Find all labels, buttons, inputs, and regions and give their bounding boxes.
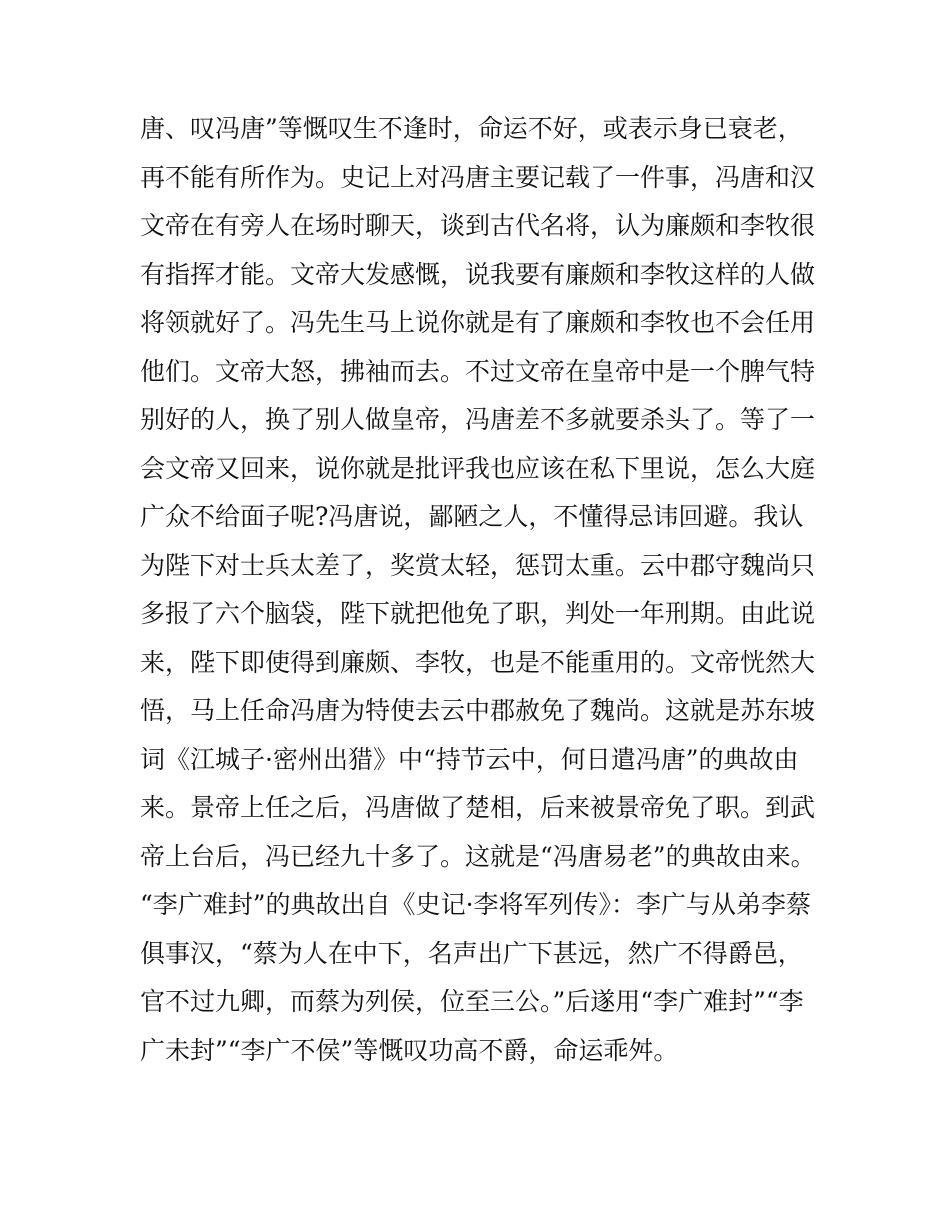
text-line: 词《江城子·密州出猎》中“持节云中，何日遣冯唐”的典故由 [140, 744, 799, 774]
text-line: 俱事汉，“蔡为人在中下，名声出广下甚远，然广不得爵邑， [140, 938, 803, 968]
text-line: 会文帝又回来，说你就是批评我也应该在私下里说，怎么大庭 [140, 453, 816, 483]
text-line: 再不能有所作为。史记上对冯唐主要记载了一件事，冯唐和汉 [140, 162, 816, 192]
text-line: 他们。文帝大怒，拂袖而去。不过文帝在皇帝中是一个脾气特 [140, 356, 816, 386]
text-line: 将领就好了。冯先生马上说你就是有了廉颇和李牧也不会任用 [140, 308, 816, 337]
text-line: 广未封”“李广不侯”等慨叹功高不爵，命运乖舛。 [140, 1035, 679, 1065]
body-text [140, 105, 830, 1075]
text-line: 广众不给面子呢?冯唐说，鄙陋之人，不懂得忌讳回避。我认 [140, 502, 804, 531]
text-line: 帝上台后，冯已经九十多了。这就是“冯唐易老”的典故由来。 [140, 841, 816, 871]
text-line: 官不过九卿，而蔡为列侯，位至三公。”后遂用“李广难封”“李 [140, 987, 804, 1016]
text-line: 悟，马上任命冯唐为特使去云中郡赦免了魏尚。这就是苏东坡 [140, 696, 816, 725]
text-line: “李广难封”的典故出自《史记·李将军列传》：李广与从弟李蔡 [140, 890, 812, 919]
text-line: 为陛下对士兵太差了，奖赏太轻，惩罚太重。云中郡守魏尚只 [140, 550, 816, 580]
text-line: 来，陛下即使得到廉颇、李牧，也是不能重用的。文帝恍然大 [140, 647, 816, 677]
text-line: 文帝在有旁人在场时聊天，谈到古代名将，认为廉颇和李牧很 [140, 211, 816, 240]
text-line: 别好的人，换了别人做皇帝，冯唐差不多就要杀头了。等了一 [140, 405, 816, 434]
text-line: 有指挥才能。文帝大发感慨，说我要有廉颇和李牧这样的人做 [140, 259, 816, 289]
text-line: 多报了六个脑袋，陛下就把他免了职，判处一年刑期。由此说 [140, 599, 816, 628]
text-line: 唐、叹冯唐”等慨叹生不逢时，命运不好，或表示身已衰老， [140, 114, 803, 143]
text-line: 来。景帝上任之后，冯唐做了楚相，后来被景帝免了职。到武 [140, 793, 816, 822]
